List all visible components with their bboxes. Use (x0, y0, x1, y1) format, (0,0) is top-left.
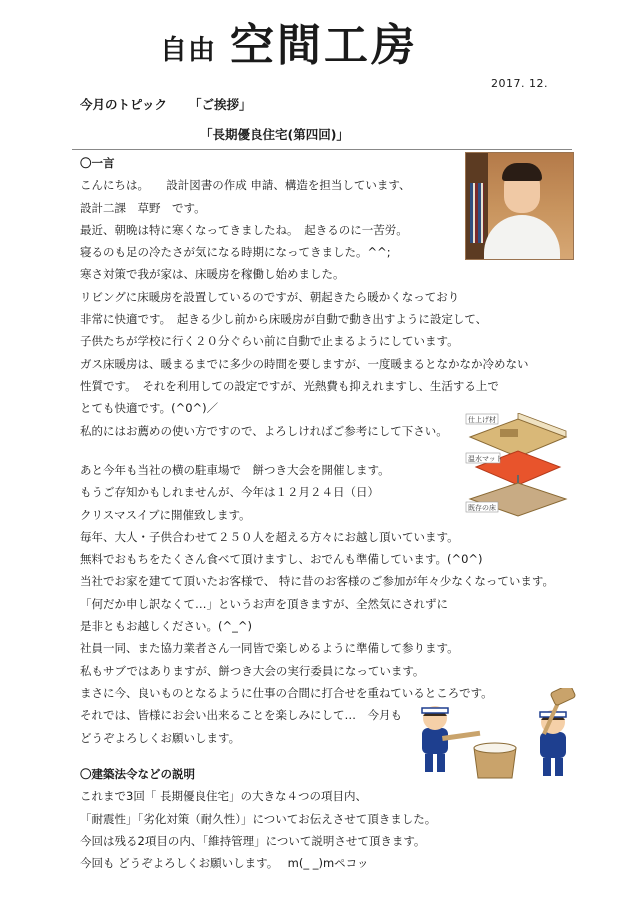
greeting-line: 最近、朝晩は特に寒くなってきましたね。 起きるのに一苦労。 (80, 222, 408, 237)
event-line: どうぞよろしくお願いします。 (80, 730, 241, 745)
law-line: これまで3回「 長期優良住宅」の大きな４つの項目内、 (80, 789, 367, 804)
greeting-section (80, 152, 529, 442)
greeting-line: ガス床暖房は、暖まるまでに多少の時間を要しますが、一度暖まるとなかなか冷めない (80, 356, 529, 371)
event-line: クリスマスイブに開催致します。 (80, 507, 251, 522)
subtopic-title: 「長期優良住宅(第四回)」 (200, 127, 349, 142)
topic-line (80, 95, 252, 113)
greeting-line: こんにちは。 設計図書の作成 申請、構造を担当しています、 (80, 178, 411, 193)
law-line: 今回も どうぞよろしくお願いします。 m(_ _)mペコッ (80, 856, 369, 871)
diagram-label-bottom: 既存の床 (468, 504, 496, 512)
event-line: あと今年も当社の横の駐車場で 餅つき大会を開催します。 (80, 463, 390, 477)
greeting-line: 非常に快適です。 起きる少し前から床暖房が自動で動き出すように設定して、 (80, 312, 488, 327)
greeting-line: とても快適です。(^0^)／ (80, 401, 219, 416)
logo (160, 20, 418, 71)
diagram-label-mid: 温水マット (468, 455, 503, 463)
event-line: 当社でお家を建てて頂いたお客様で、 特に昔のお客様のご参加が年々少なくなっています。 (80, 574, 555, 589)
law-section (80, 763, 436, 874)
diagram-table (500, 429, 518, 437)
greeting-line: 寝るのも足の冷たさが気になる時期になってきました。^^; (80, 245, 391, 260)
greeting-line: リビングに床暖房を設置しているのですが、朝起きたら暖かくなっており (80, 289, 460, 304)
topic-label: 今月のトピック (80, 97, 168, 112)
greeting-line: 寒さ対策で我が家は、床暖房を稼働し始めました。 (80, 267, 345, 282)
topic-title: 「ご挨拶」 (189, 97, 252, 112)
mortar (474, 743, 516, 778)
law-line: 「耐震性」「劣化対策（耐久性）」についてお伝えさせて頂きました。 (80, 811, 437, 826)
event-line: 無料でおもちをたくさん食べて頂けますし、おでんも準備しています。(^0^) (80, 552, 483, 567)
event-line: 是非ともお越しください。(^_^) (80, 619, 252, 634)
mochi-pounding-illustration (412, 688, 584, 784)
law-title: 〇建築法令などの説明 (80, 767, 195, 781)
logo-main-text: 空間工房 (230, 20, 418, 71)
diagram-label-top: 仕上げ材 (468, 416, 496, 424)
issue-date: 2017. 12. (491, 77, 548, 90)
greeting-line: 子供たちが学校に行く２０分ぐらい前に自動で止まるようにしています。 (80, 334, 459, 349)
greeting-line: 私的にはお薦めの使い方ですので、よろしければご参考にして下さい。 (80, 423, 448, 438)
logo-small-text: 自由 (160, 35, 216, 66)
event-line: 「何だか申し訳なくて…」というお声を頂きますが、全然気にされずに (80, 596, 448, 611)
greeting-line: 性質です。 それを利用しての設定ですが、光熱費も抑えれますし、生活する上で (80, 378, 499, 393)
kid-right (540, 688, 576, 776)
event-line: まさに今、良いものとなるように仕事の合間に打合せを重ねているところです。 (80, 685, 493, 700)
event-line: もうご存知かもしれませんが、今年は１２月２４日（日） (80, 485, 379, 500)
event-line: 毎年、大人・子供合わせて２５０人を超える方々にお越し頂いています。 (80, 529, 459, 544)
greeting-line: 設計二課 草野 です。 (80, 200, 206, 215)
law-line: 今回は残る2項目の内、「維持管理」について説明させて頂きます。 (80, 833, 426, 848)
event-line: 私もサブではありますが、餅つき大会の実行委員になっています。 (80, 663, 425, 678)
greeting-title: 〇一言 (80, 156, 115, 170)
event-line: 社員一同、また協力業者さん一同皆で楽しめるように準備して参ります。 (80, 641, 459, 656)
event-line: それでは、皆様にお会い出来ることを楽しみにして… 今月も (80, 708, 402, 723)
header-divider (72, 149, 572, 150)
